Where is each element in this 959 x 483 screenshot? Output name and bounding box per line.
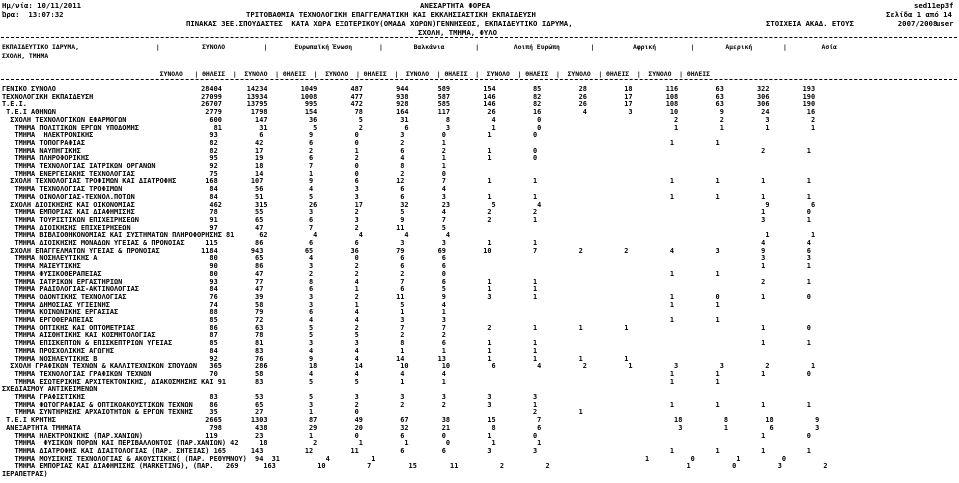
table-row: ΤΜΗΜΑ ΕΠΙΣΚΕΠΤΩΝ & ΕΠΙΣΚΕΠΤΡΙΩΝ ΥΓΕΙΑΣ 85 81 3 3 8 6 1 1 1 1 bbox=[2, 339, 811, 348]
table-row: ΑΝΕΞΑΡΤΗΤΑ ΤΜΗΜΑΤΑ 798 438 29 20 32 21 8 6 3 1 6 3 bbox=[2, 423, 820, 432]
table-row: ΤΜΗΜΑ ΤΕΧΝΟΛΟΓΙΑΣ ΓΡΑΦΙΚΩΝ ΤΕΧΝΩΝ 70 58 4 4 4 4 1 1 1 0 bbox=[2, 369, 811, 378]
table-row: ΤΜΗΜΑ ΕΜΠΟΡΙΑΣ ΚΑΙ ΔΙΑΦΗΜΙΣΗΣ 78 55 3 2 5 4 2 2 1 0 bbox=[2, 208, 811, 217]
table-row: ΙΕΡΑΠΕΤΡΑΣ) bbox=[2, 470, 48, 478]
table-row: ΤΜΗΜΑ ΝΟΣΗΛΕΥΤΙΚΗΣ Β 92 76 9 4 14 13 1 1 1 1 bbox=[2, 354, 629, 363]
table-row: ΤΜΗΜΑ ΔΗΜΟΣΙΑΣ ΥΓΙΕΙΝΗΣ 74 58 3 1 5 4 1 1 bbox=[2, 300, 720, 309]
table-row: ΤΜΗΜΑ ΦΩΤΟΓΡΑΦΙΑΣ & ΟΠΤΙΚΟΑΚΟΥΣΤΙΚΩΝ ΤΕΧΝΩΝ 86 65 3 2 2 2 3 1 1 1 1 1 bbox=[2, 400, 811, 409]
table-row: ΣΧΟΛΗ ΔΙΟΙΚΗΣΗΣ ΚΑΙ ΟΙΚΟΝΟΜΙΑΣ 462 315 26 17 32 23 5 4 9 6 bbox=[2, 200, 816, 209]
table-row: ΤΜΗΜΑ ΕΡΓΟΘΕΡΑΠΕΙΑΣ 85 72 4 4 3 3 1 1 bbox=[2, 316, 720, 324]
table-row: ΤΜΗΜΑ ΕΝΕΡΓΕΙΑΚΗΣ ΤΕΧΝΟΛΟΓΙΑΣ 75 14 1 0 2 0 bbox=[2, 169, 446, 178]
table-row: ΤΜΗΜΑ ΠΛΗΡΟΦΟΡΙΚΗΣ 95 19 6 2 4 1 1 0 bbox=[2, 154, 538, 163]
table-row: ΤΜΗΜΑ ΠΟΛΙΤΙΚΩΝ ΕΡΓΩΝ ΥΠΟΔΟΜΗΣ 81 31 5 2 6 3 1 0 1 1 1 1 bbox=[2, 123, 816, 132]
report-code: sed11ep3f bbox=[914, 1, 954, 10]
table-row: ΤΜΗΜΑ ΗΛΕΚΤΡΟΝΙΚΗΣ (ΠΑΡ.ΧΑΝΙΩΝ) 119 23 1 0 6 0 1 0 1 0 bbox=[2, 431, 811, 440]
table-row: ΤΕΧΝΟΛΟΓΙΚΗ ΕΚΠΑΙΔΕΥΣΗ 27099 13934 1008 477 938 587 146 82 26 17 108 63 306 190 bbox=[2, 92, 816, 101]
table-row: ΤΜΗΜΑ ΝΟΣΗΛΕΥΤΙΚΗΣ Α 80 65 4 0 6 6 3 3 bbox=[2, 254, 811, 263]
table-row: ΤΜΗΜΑ ΤΕΧΝΟΛΟΓΙΑΣ ΤΡΟΦΙΜΩΝ 84 56 4 3 6 4 bbox=[2, 185, 446, 194]
divider bbox=[1, 37, 957, 38]
table-row: ΤΜΗΜΑ ΟΔΟΝΤΙΚΗΣ ΤΕΧΝΟΛΟΓΙΑΣ 76 39 3 2 11 9 3 1 1 0 1 0 bbox=[2, 292, 811, 301]
table-row: ΤΜΗΜΑ ΙΑΤΡΙΚΩΝ ΕΡΓΑΣΤΗΡΙΩΝ 93 77 8 4 7 6 1 1 2 1 bbox=[2, 277, 811, 286]
report-title: ΤΡΙΤΟΒΑΘΜΙΑ ΤΕΧΝΟΛΟΓΙΚΗ ΕΠΑΓΓΕΛΜΑΤΙΚΗ ΚΑΙ ΕΚΚΛΗΣΙΑΣΤΙΚΗ ΕΚΠΑΙΔΕΥΣΗ bbox=[246, 10, 536, 19]
report-agency: ΑΝΕΣΑΡΤΗΤΑ ΦΟΡΕΑ bbox=[420, 1, 491, 10]
report-subtitle: ΣΧΟΛΗ, ΤΜΗΜΑ, ΦΥΛΟ bbox=[418, 28, 498, 37]
table-row: ΤΜΗΜΑ ΦΥΣΙΚΩΝ ΠΟΡΩΝ ΚΑΙ ΠΕΡΙΒΑΛΛΟΝΤΟΣ (ΠΑΡ.ΧΑΝΙΩΝ) 42 18 2 1 1 0 1 1 bbox=[2, 439, 542, 448]
table-row: Τ.Ε.Ι ΚΡΗΤΗΣ 2665 1303 87 49 67 38 15 7 18 8 18 9 bbox=[2, 416, 820, 425]
table-row: ΤΜΗΜΑ ΔΙΟΙΚΗΣΗΣ ΜΟΝΑΔΩΝ ΥΓΕΙΑΣ & ΠΡΟΝΟΙΑΣ 115 86 6 6 3 3 1 1 4 4 bbox=[2, 239, 811, 247]
table-row: ΤΜΗΜΑ ΑΙΣΘΗΤΙΚΗΣ ΚΑΙ ΚΟΣΜΗΤΟΛΟΓΙΑΣ 87 78 5 5 2 2 bbox=[2, 331, 446, 340]
table-row: ΤΜΗΜΑ ΤΟΥΡΙΣΤΙΚΩΝ ΕΠΙΧΕΙΡΗΣΕΩΝ 91 65 6 3 9 7 2 1 3 1 bbox=[2, 215, 811, 224]
table-row: ΤΜΗΜΑ ΠΡΟΣΧΟΛΙΚΗΣ ΑΓΩΓΗΣ 84 83 4 4 1 1 1 1 bbox=[2, 346, 538, 355]
column-label-school: ΣΧΟΛΗ, ΤΜΗΜΑ bbox=[2, 52, 49, 60]
divider bbox=[1, 79, 957, 80]
table-row: ΓΕΝΙΚΟ ΣΥΝΟΛΟ 28404 14234 1049 487 944 589 154 85 28 18 116 63 322 193 bbox=[2, 85, 816, 93]
table-row: ΤΜΗΜΑ ΝΑΥΠΗΓΙΚΗΣ 82 17 2 1 6 2 1 0 2 1 bbox=[2, 146, 811, 155]
table-row: ΣΧΟΛΗ ΤΕΧΝΟΛΟΓΙΚΩΝ ΕΦΑΡΜΟΓΩΝ 600 147 36 5 31 8 4 0 2 2 3 2 bbox=[2, 115, 816, 124]
table-row: ΤΜΗΜΑ ΟΠΤΙΚΗΣ ΚΑΙ ΟΠΤΟΜΕΤΡΙΑΣ 86 63 5 2 7 7 2 1 1 1 1 0 bbox=[2, 323, 811, 332]
table-row: ΤΜΗΜΑ ΡΑΔΙΟΛΟΓΙΑΣ-ΑΚΤΙΝΟΛΟΓΙΑΣ 84 47 6 1 6 5 1 1 bbox=[2, 285, 538, 294]
academic-year: ΣΤΟΙΧΕΙΑ ΑΚΑΔ. ΕΤΟΥΣ 2007/2008 bbox=[766, 19, 938, 28]
table-row: ΤΜΗΜΑ ΜΟΥΣΙΚΗΣ ΤΕΧΝΟΛΟΓΙΑΣ & ΑΚΟΥΣΤΙΚΗΣ( (ΠΑΡ. ΡΕΘΥΜΝΟΥ) 94 31 4 1 1 0 1 0 bbox=[2, 454, 787, 463]
table-row: ΤΜΗΜΑ ΟΙΝΟΛΟΓΙΑΣ-ΤΕΧΝΟΛ.ΠΟΤΩΝ 84 51 5 3 6 3 1 1 1 1 1 1 bbox=[2, 192, 811, 201]
column-subheader: ΣΥΝΟΛΟ | ΘΗΛΕΙΣ | ΣΥΝΟΛΟ | ΘΗΛΕΙΣ | ΣΥΝΟΛΟ | ΘΗΛΕΙΣ | ΣΥΝΟΛΟ | ΘΗΛΕΙΣ | ΣΥΝΟΛΟ | ΘΗΛΕΙΣ | ΣΥΝΟΛΟ | ΘΗΛΕΙΣ | ΣΥΝΟΛΟ | ΘΗΛΕΙΣ bbox=[2, 70, 710, 78]
table-row: ΣΧΟΛΗ ΤΕΧΝΟΛΟΓΙΑΣ ΤΡΟΦΙΜΩΝ ΚΑΙ ΔΙΑΤΡΟΦΗΣ 168 107 9 6 12 7 1 1 1 1 1 1 bbox=[2, 177, 811, 186]
table-row: ΤΜΗΜΑ ΗΛΕΚΤΡΟΝΙΚΗΣ 93 6 9 0 3 0 1 0 bbox=[2, 131, 538, 140]
table-row: ΤΜΗΜΑ ΤΕΧΝΟΛΟΓΙΑΣ ΙΑΤΡΙΚΩΝ ΟΡΓΑΝΩΝ 92 18 7 0 8 1 bbox=[2, 162, 446, 170]
table-row: ΤΜΗΜΑ ΤΟΠΟΓΡΑΦΙΑΣ 82 42 6 0 2 1 1 1 bbox=[2, 138, 720, 147]
table-row: ΤΜΗΜΑ ΔΙΑΤΡΟΦΗΣ ΚΑΙ ΔΙΑΙΤΟΛΟΓΙΑΣ (ΠΑΡ. ΣΗΤΕΙΑΣ) 165 143 12 11 6 6 3 3 1 1 1 1 bbox=[2, 446, 811, 455]
table-row: Τ.Ε.Ι ΑΘΗΝΩΝ 2779 1798 154 78 164 117 26 16 4 3 10 9 24 16 bbox=[2, 108, 816, 117]
table-row: ΣΧΟΛΗ ΕΠΑΓΓΕΛΜΑΤΩΝ ΥΓΕΙΑΣ & ΠΡΟΝΟΙΑΣ 1184 943 65 36 79 69 10 7 2 2 4 3 9 6 bbox=[2, 246, 811, 255]
column-group-header: ΕΚΠΑΙΔΕΥΤΙΚΟ ΙΔΡΥΜΑ, | ΣΥΝΟΛΟ | Ευρωπαϊκή Ένωση | Βαλκάνια | Λοιπή Ευρώπη | Αφρική | Αμερική | Ασία bbox=[2, 43, 837, 51]
table-row: ΤΜΗΜΑ ΦΥΣΙΚΟΘΕΡΑΠΕΙΑΣ 80 47 2 2 2 0 1 1 bbox=[2, 269, 720, 278]
print-date: Ημ/νία: 10/11/2011 bbox=[2, 1, 82, 10]
user-label: user bbox=[936, 19, 954, 28]
table-row: ΣΧΕΔΙΑΣΜΟΥ ΑΝΤΙΚΕΙΜΕΝΩΝ bbox=[2, 385, 98, 394]
table-row: ΤΜΗΜΑ ΣΥΝΤΗΡΗΣΗΣ ΑΡΧΑΙΟΤΗΤΩΝ & ΕΡΓΩΝ ΤΕΧΝΗΣ 35 27 1 0 2 1 bbox=[2, 408, 583, 417]
table-row: Τ.Ε.Ι. 26707 13795 995 472 928 585 146 82 26 17 108 63 306 190 bbox=[2, 100, 816, 109]
table-row: ΤΜΗΜΑ ΔΙΟΙΚΗΣΗΣ ΕΠΙΧΕΙΡΗΣΕΩΝ 97 47 7 2 11 5 bbox=[2, 223, 446, 232]
table-row: ΤΜΗΜΑ ΕΣΩΤΕΡΙΚΗΣ ΑΡΧΙΤΕΚΤΟΝΙΚΗΣ, ΔΙΑΚΟΣΜΗΣΗΣ ΚΑΙ 91 83 5 5 1 1 1 1 bbox=[2, 377, 720, 386]
page-number: Σελίδα 1 από 14 bbox=[886, 10, 952, 19]
print-time: Ώρα: 13:07:32 bbox=[2, 10, 64, 19]
report-table-title: ΠΙΝΑΚΑΣ 3ΕΕ.ΣΠΟΥΔΑΣΤΕΣ ΚΑΤΑ ΧΩΡΑ ΕΞΩΤΕΡΙΚΟΥ(ΟΜΑΔΑ ΧΩΡΩΝ)ΓΕΝΝΗΣΕΩΣ, ΕΚΠΑΙΔΕΥΤΙΚΟ ΙΔΡΥΜΑ, bbox=[186, 19, 573, 28]
table-row: ΤΜΗΜΑ ΕΜΠΟΡΙΑΣ ΚΑΙ ΔΙΑΦΗΜΙΣΗΣ (MARKETING), (ΠΑΡ. 269 163 10 7 15 11 2 2 1 0 3 2 bbox=[2, 462, 828, 471]
table-row: ΣΧΟΛΗ ΓΡΑΦΙΚΩΝ ΤΕΧΝΩΝ & ΚΑΛΛΙΤΕΧΝΙΚΩΝ ΣΠΟΥΔΩΝ 365 286 18 14 10 10 6 4 2 1 3 3 2 1 bbox=[2, 362, 816, 371]
table-row: ΤΜΗΜΑ ΒΙΒΛΙΟΘΗΚΟΝΟΜΙΑΣ ΚΑΙ ΣΥΣΤΗΜΑΤΩΝ ΠΛΗΡΟΦΟΡΗΣΗΣ 81 62 4 4 4 4 1 1 bbox=[2, 231, 816, 240]
table-row: ΤΜΗΜΑ ΚΟΙΝΩΝΙΚΗΣ ΕΡΓΑΣΙΑΣ 88 79 6 4 1 1 bbox=[2, 308, 446, 317]
table-row: ΤΜΗΜΑ ΜΑΙΕΥΤΙΚΗΣ 90 86 3 2 6 6 1 1 bbox=[2, 262, 811, 271]
table-row: ΤΜΗΜΑ ΓΡΑΦΙΣΤΙΚΗΣ 83 53 5 3 3 3 3 3 bbox=[2, 393, 538, 401]
